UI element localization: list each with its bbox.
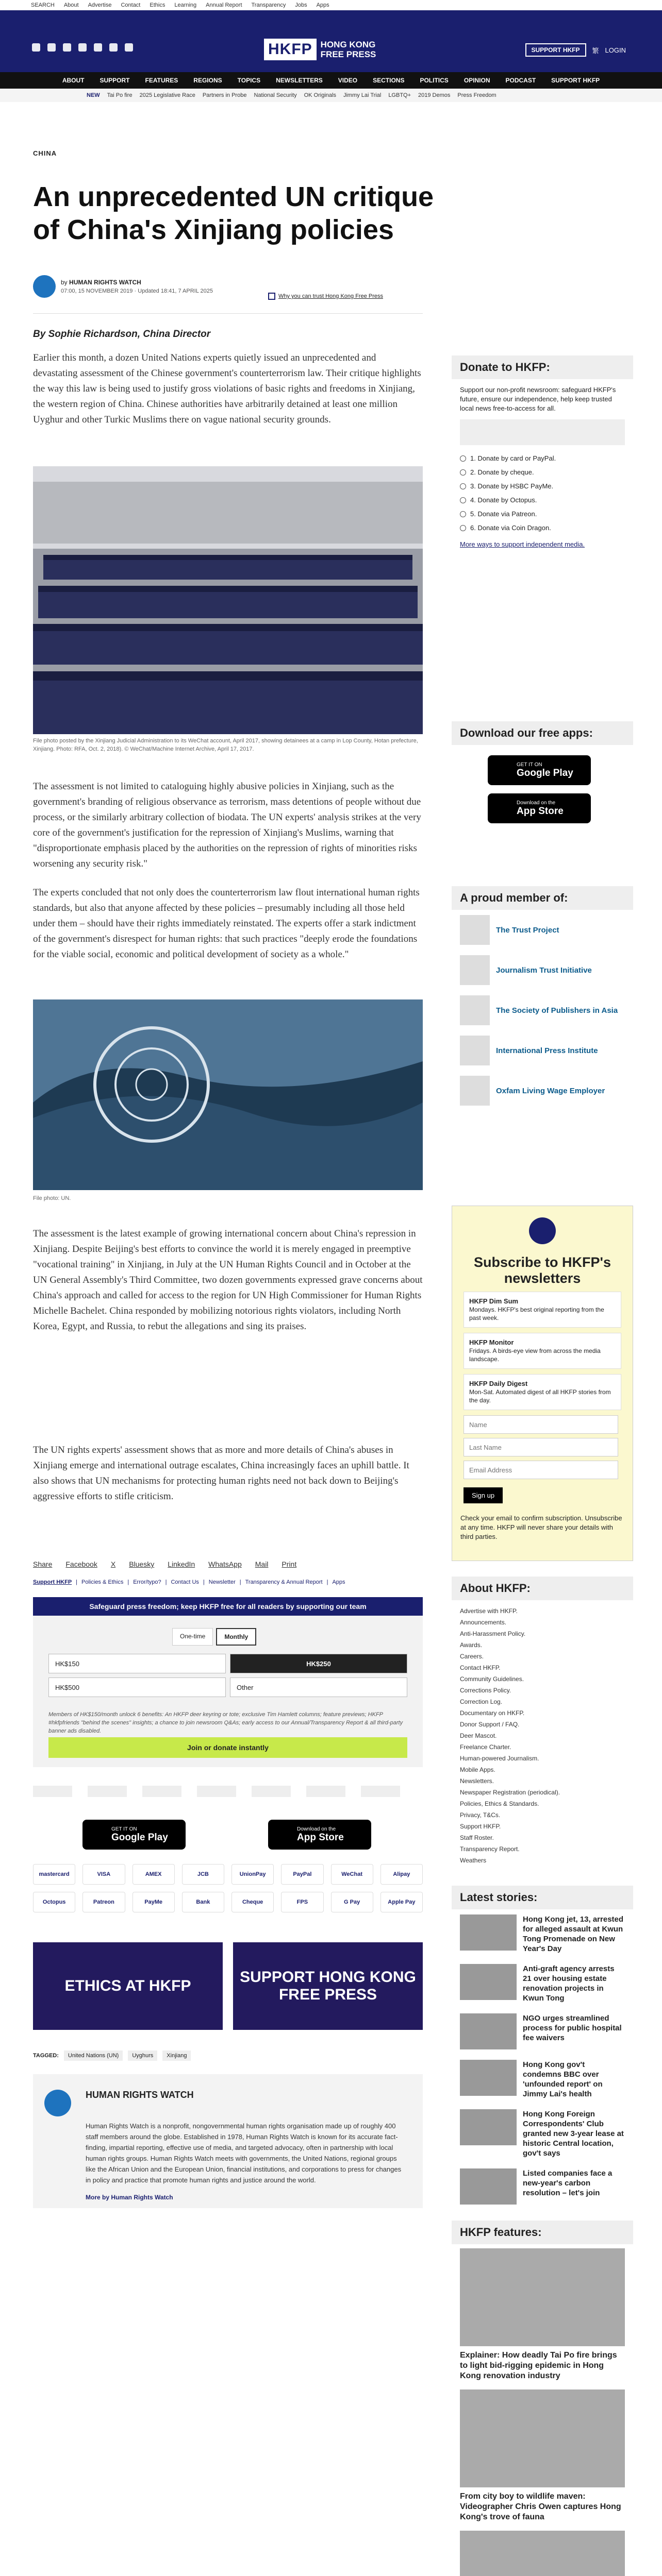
google-play-small: GET IT ON xyxy=(517,761,542,768)
latest-story[interactable]: Anti-graft agency arrests 21 over housing estate renovation projects in Kwun Tong xyxy=(452,1959,633,2008)
support-link[interactable]: Apps xyxy=(332,1579,345,1585)
linkedin-icon[interactable] xyxy=(109,43,118,52)
member-logos-row xyxy=(33,1786,423,1797)
newsletter-signup xyxy=(452,1206,633,1561)
payment-logo: Alipay xyxy=(380,1864,423,1885)
nav-item[interactable]: SUPPORT xyxy=(100,77,130,84)
support-banner[interactable]: SUPPORT HONG KONG FREE PRESS xyxy=(233,1942,423,2030)
donation-method[interactable]: 5. Donate via Patreon. xyxy=(460,510,625,518)
share-linkedin[interactable]: LinkedIn xyxy=(168,1560,195,1568)
payment-logo: Octopus xyxy=(33,1892,75,1912)
google-play-button[interactable] xyxy=(488,755,591,785)
topbar-link[interactable]: Annual Report xyxy=(206,2,242,8)
about-link[interactable]: Human-powered Journalism. xyxy=(460,1755,539,1762)
radio-icon xyxy=(460,511,466,517)
hkfp-logo[interactable] xyxy=(264,33,398,66)
story-thumbnail xyxy=(460,1914,517,1951)
sidebar-donate-text[interactable]: Support our non-profit newsroom: safeguard HKFP's future, ensure our independence, help keep trusted local news free-to-access for all. xyxy=(460,386,616,412)
trending-label: NEW xyxy=(87,92,100,98)
author-org-link[interactable]: HUMAN RIGHTS WATCH xyxy=(69,279,141,286)
about-link[interactable]: Careers. xyxy=(460,1653,484,1660)
trending-link[interactable]: National Security xyxy=(254,92,297,98)
article-photo-detainees xyxy=(33,466,423,734)
trust-text: Why you can trust Hong Kong Free Press xyxy=(278,293,383,299)
payment-logo: Bank xyxy=(182,1892,224,1912)
about-link[interactable]: Contact HKFP. xyxy=(460,1664,501,1671)
about-link[interactable]: Community Guidelines. xyxy=(460,1675,524,1683)
sidebar-heading: About HKFP: xyxy=(452,1577,633,1600)
frequency-toggle xyxy=(172,1628,256,1646)
nav-item[interactable]: SUPPORT HKFP xyxy=(551,77,600,84)
sidebar-heading: A proud member of: xyxy=(452,886,633,910)
photo-caption: File photo: UN. xyxy=(33,1195,71,1201)
signup-button[interactable]: Sign up xyxy=(464,1487,503,1503)
newsletter-option[interactable]: HKFP Daily Digest Mon-Sat. Automated digest of all HKFP stories from the day. xyxy=(464,1374,621,1410)
divider xyxy=(33,313,423,314)
topbar-link[interactable]: Advertise xyxy=(88,2,112,8)
nav-item[interactable]: NEWSLETTERS xyxy=(276,77,323,84)
donation-method[interactable]: 1. Donate by card or PayPal. xyxy=(460,454,625,462)
member-logo[interactable]: The Trust Project xyxy=(452,910,633,950)
site-header xyxy=(0,10,662,72)
trust-icon xyxy=(268,293,275,300)
promo-banners xyxy=(33,1942,423,2030)
support-link[interactable]: Policies & Ethics xyxy=(81,1579,124,1585)
app-buttons-row xyxy=(82,1820,371,1850)
support-link[interactable]: Contact Us xyxy=(171,1579,199,1585)
support-link[interactable]: Transparency & Annual Report xyxy=(245,1579,323,1585)
donation-method[interactable]: 6. Donate via Coin Dragon. xyxy=(460,524,625,532)
about-link[interactable]: Documentary on HKFP. xyxy=(460,1709,525,1717)
tag-link[interactable]: United Nations (UN) xyxy=(64,2050,123,2061)
about-link[interactable]: Freelance Charter. xyxy=(460,1743,511,1751)
x-icon[interactable] xyxy=(47,43,56,52)
payment-methods-grid xyxy=(33,1864,423,1912)
article-author: By Sophie Richardson, China Director xyxy=(33,329,211,340)
share-facebook[interactable]: Facebook xyxy=(65,1560,97,1568)
share-bar xyxy=(33,1560,296,1568)
about-link[interactable]: Privacy, T&Cs. xyxy=(460,1811,501,1819)
tag-link[interactable]: Xinjiang xyxy=(162,2050,191,2061)
member-logo[interactable]: Journalism Trust Initiative xyxy=(452,950,633,990)
instagram-icon[interactable] xyxy=(63,43,71,52)
payment-logo: PayPal xyxy=(281,1864,323,1885)
trending-link[interactable]: Partners in Probe xyxy=(202,92,247,98)
donation-method[interactable]: 2. Donate by cheque. xyxy=(460,468,625,476)
amount-option-other[interactable]: Other xyxy=(230,1677,407,1697)
sidebar-heading: Download our free apps: xyxy=(452,721,633,745)
search-link[interactable]: SEARCH xyxy=(31,2,55,8)
logo-text: HONG KONG FREE PRESS xyxy=(320,40,376,59)
google-play-label: Google Play xyxy=(111,1832,168,1843)
donation-method[interactable]: 4. Donate by Octopus. xyxy=(460,496,625,504)
app-store-label: App Store xyxy=(517,805,564,817)
donation-banner: Safeguard press freedom; keep HKFP free for all readers by supporting our team xyxy=(33,1597,423,1616)
more-ways-link[interactable]: More ways to support independent media. xyxy=(460,540,585,548)
about-link[interactable]: Support HKFP. xyxy=(460,1823,501,1830)
join-donate-button[interactable]: Join or donate instantly xyxy=(48,1737,407,1758)
photo-caption: File photo posted by the Xinjiang Judicial Administration to its WeChat account, April 2017, showing detainees at a camp in Lop County, Hotan prefecture, Xinjiang. Photo: RFA, Oct. 2, 2018). © WeChat/Machine Internet Archive, April 17, 2017. xyxy=(33,738,418,752)
about-links xyxy=(452,1600,633,1871)
google-play-small: GET IT ON xyxy=(111,1826,137,1832)
topbar-link[interactable]: Learning xyxy=(174,2,197,8)
feature-story[interactable]: From city boy to wildlife maven: Videographer Chris Owen captures Hong Kong's trove of fauna xyxy=(452,2385,633,2527)
radio-icon xyxy=(460,483,466,489)
member-logo[interactable]: The Society of Publishers in Asia xyxy=(452,990,633,1030)
support-link[interactable]: Newsletter xyxy=(208,1579,236,1585)
paragraph: The experts concluded that not only does the counterterrorism law flout international human rights standards, but also that anyone affected by these policies – presumably including all those held under them – should have their rights immediately reinstated. The experts offer a stark indictment of the government's disrespect for human rights: that such practices "deeply erode the foundations for the viable social, economic and political development of society as a whole." xyxy=(33,887,420,960)
donation-box xyxy=(33,1597,423,1767)
sidebar-heading: HKFP features: xyxy=(452,2221,633,2244)
about-link[interactable]: Announcements. xyxy=(460,1619,507,1626)
author-box-bio: Human Rights Watch is a nonprofit, nongovernmental human rights organisation made up of roughly 400 staff members around the globe. Established in 1978, Human Rights Watch is known for its accurate fact-finding, impartial reporting, effective use of media, and targeted advocacy, often in partnership with local human rights groups. Human Rights Watch meets with governments, the United Nations, regional groups like the African Union and the European Union, financial institutions, and corporations to press for changes in policy and practice that promote human rights and justice around the world. xyxy=(86,2122,402,2184)
nav-item[interactable]: OPINION xyxy=(464,77,490,84)
newsletter-option[interactable]: HKFP Dim Sum Mondays. HKFP's best original reporting from the past week. xyxy=(464,1292,621,1328)
about-link[interactable]: Correction Log. xyxy=(460,1698,503,1705)
share-label: Share xyxy=(33,1560,53,1568)
trending-link[interactable]: LGBTQ+ xyxy=(388,92,411,98)
feature-image xyxy=(460,2248,625,2346)
latest-story[interactable]: Hong Kong Foreign Correspondents' Club granted new 3-year lease at historic Central location, gov't says xyxy=(452,2104,633,2163)
support-link[interactable]: Support HKFP xyxy=(33,1579,72,1585)
share-whatsapp[interactable]: WhatsApp xyxy=(208,1560,242,1568)
name-input[interactable] xyxy=(464,1415,618,1434)
email-input[interactable] xyxy=(464,1461,618,1479)
sidebar-features xyxy=(452,2221,633,2576)
support-link[interactable]: Error/typo? xyxy=(133,1579,161,1585)
hkfp-badge-icon xyxy=(529,1217,556,1244)
nav-item[interactable]: ABOUT xyxy=(62,77,85,84)
ifj-logo[interactable] xyxy=(361,1786,400,1797)
hkja-logo[interactable] xyxy=(306,1786,345,1797)
sopa-logo[interactable] xyxy=(142,1786,181,1797)
sidebar-heading: Donate to HKFP: xyxy=(452,355,633,379)
payment-logo: JCB xyxy=(182,1864,224,1885)
radio-icon xyxy=(460,525,466,531)
payment-logo: AMEX xyxy=(133,1864,175,1885)
trust-project-logo[interactable] xyxy=(33,1786,72,1797)
about-link[interactable]: Donor Support / FAQ. xyxy=(460,1721,520,1728)
author-avatar[interactable] xyxy=(33,275,56,298)
feature-story[interactable] xyxy=(452,2527,633,2576)
about-link[interactable]: Policies, Ethics & Standards. xyxy=(460,1800,539,1807)
story-thumbnail xyxy=(460,2168,517,2205)
payment-logo: mastercard xyxy=(33,1864,75,1885)
nav-item[interactable]: FEATURES xyxy=(145,77,178,84)
oxfam-logo[interactable] xyxy=(252,1786,291,1797)
payment-logo: Apple Pay xyxy=(380,1892,423,1912)
radio-icon xyxy=(460,497,466,503)
trending-bar xyxy=(0,89,662,102)
share-bluesky[interactable]: Bluesky xyxy=(129,1560,155,1568)
monthly-tab[interactable]: Monthly xyxy=(216,1628,256,1646)
author-box xyxy=(33,2074,423,2208)
one-time-tab[interactable]: One-time xyxy=(172,1628,213,1646)
app-store-button[interactable] xyxy=(488,793,591,823)
author-box-name[interactable]: HUMAN RIGHTS WATCH xyxy=(86,2090,194,2100)
paragraph: Earlier this month, a dozen United Nations experts quietly issued an unprecedented and devastating assessment of the Chinese government's counterterrorism law. Their critique highlights the way this law is being used to justify gross violations of basic rights and freedoms in Xinjiang, the western region of China. Chinese authorities have arbitrarily detained at least one million Uyghur and other Turkic Muslims there on vague national security grounds. xyxy=(33,352,421,425)
tag-link[interactable]: Uyghurs xyxy=(128,2050,157,2061)
by-label: by xyxy=(61,279,68,286)
payment-logo: Patreon xyxy=(82,1892,125,1912)
share-mail[interactable]: Mail xyxy=(255,1560,269,1568)
topbar-link[interactable]: Transparency xyxy=(251,2,286,8)
about-link[interactable]: Newsletters. xyxy=(460,1777,494,1785)
app-store-small: Download on the xyxy=(297,1826,336,1832)
sidebar-latest xyxy=(452,1886,633,2210)
latest-story[interactable]: NGO urges streamlined process for public hospital fee waivers xyxy=(452,2008,633,2055)
google-play-button[interactable] xyxy=(82,1820,186,1850)
support-links: Support HKFP | Policies & Ethics | Error/typo? | Contact Us | Newsletter | Transparency & Annual Report | Apps xyxy=(33,1579,345,1585)
main-nav xyxy=(0,72,662,89)
support-hkfp-button[interactable]: SUPPORT HKFP xyxy=(525,43,586,57)
payment-logo: WeChat xyxy=(331,1864,373,1885)
threads-icon[interactable] xyxy=(78,43,87,52)
share-print[interactable]: Print xyxy=(282,1560,297,1568)
topbar-link[interactable]: Contact xyxy=(121,2,141,8)
app-store-label: App Store xyxy=(297,1832,344,1843)
trending-link[interactable]: Tai Po fire xyxy=(107,92,133,98)
sidebar-about xyxy=(452,1577,633,1871)
trending-link[interactable]: Press Freedom xyxy=(457,92,496,98)
ipi-logo[interactable] xyxy=(197,1786,236,1797)
language-toggle[interactable]: 繁 xyxy=(592,46,599,55)
payment-logo: Cheque xyxy=(231,1892,274,1912)
about-link[interactable]: Deer Mascot. xyxy=(460,1732,497,1739)
latest-story[interactable]: Hong Kong gov't condemns BBC over 'unfounded report' on Jimmy Lai's health xyxy=(452,2055,633,2104)
paragraph: The assessment is the latest example of growing international concern about China's repression in Xinjiang. Despite Beijing's best efforts to convince the world it is merely engaged in preemptive "vocational training" in Xinjiang, in July at the UN Human Rights Council and in October at the UN General Assembly's Third Committee, two dozen governments expressed grave concerns about China's approach and called for access to the region for UN High Commissioner for Human Rights Michelle Bachelet. China responded by mobilizing notorious rights violators, including North Korea, Egypt, and Russia, to rebut the allegations and sing its praises. xyxy=(33,1228,423,1332)
payment-logos-strip xyxy=(460,419,625,445)
story-thumbnail xyxy=(460,2109,517,2145)
youtube-icon[interactable] xyxy=(94,43,102,52)
about-link[interactable]: Weathers xyxy=(460,1857,487,1864)
sidebar-apps xyxy=(452,721,633,823)
publish-dates: 07:00, 15 NOVEMBER 2019 · Updated 18:41, 7 APRIL 2025 xyxy=(61,288,213,294)
nav-item[interactable]: VIDEO xyxy=(338,77,358,84)
topbar-link[interactable]: Jobs xyxy=(295,2,307,8)
payment-logo: PayMe xyxy=(133,1892,175,1912)
payment-logo: VISA xyxy=(82,1864,125,1885)
article-title: An unprecedented UN critique of China's Xinjiang policies xyxy=(33,181,434,245)
latest-story[interactable]: Listed companies face a new-year's carbon resolution – let's join xyxy=(452,2163,633,2210)
members-benefits: Members of HK$150/month unlock 6 benefits: An HKFP deer keyring or tote; exclusive Tim Hamlett columns; feature previews; HKFP #hkfpfriends "behind the scenes" insights; a chance to join newsroom Q&As; early access to our Annual/Transparency Report & all third-party banner ads disabled. xyxy=(48,1711,403,1734)
author-box-avatar[interactable] xyxy=(44,2090,71,2116)
topbar-link[interactable]: Apps xyxy=(316,2,329,8)
category-label[interactable]: CHINA xyxy=(33,149,57,157)
more-by-author-link[interactable]: More by Human Rights Watch xyxy=(86,2194,173,2201)
topbar-link[interactable]: About xyxy=(63,2,79,8)
paragraph: The UN rights experts' assessment shows that as more and more details of China's abuses in Xinjiang emerge and international outrage escalates, China increasingly faces an uphill battle. It also shows that UN mechanisms for protecting human rights need not back down to Beijing's aggressive efforts to stifle criticism. xyxy=(33,1445,409,1502)
sidebar-heading: Latest stories: xyxy=(452,1886,633,1909)
donation-method[interactable]: 3. Donate by HSBC PayMe. xyxy=(460,482,625,490)
latest-story[interactable]: Hong Kong jet, 13, arrested for alleged assault at Kwun Tong Promenade on New Year's Day xyxy=(452,1909,633,1959)
nav-item[interactable]: POLITICS xyxy=(420,77,449,84)
social-links xyxy=(32,43,133,52)
nav-item[interactable]: TOPICS xyxy=(237,77,261,84)
trending-link[interactable]: Jimmy Lai Trial xyxy=(343,92,382,98)
feature-image xyxy=(460,2531,625,2576)
about-link[interactable]: Awards. xyxy=(460,1641,483,1649)
trending-link[interactable]: OK Originals xyxy=(304,92,336,98)
about-link[interactable]: Transparency Report. xyxy=(460,1845,520,1853)
newsletter-option[interactable]: HKFP Monitor Fridays. A birds-eye view from across the media landscape. xyxy=(464,1333,621,1369)
about-link[interactable]: Newspaper Registration (periodical). xyxy=(460,1789,560,1796)
nav-item[interactable]: REGIONS xyxy=(193,77,222,84)
tags-label: TAGGED: xyxy=(33,2053,59,2059)
payment-logo: UnionPay xyxy=(231,1864,274,1885)
amount-options xyxy=(48,1654,407,1697)
ethics-banner[interactable]: ETHICS AT HKFP xyxy=(33,1942,223,2030)
feature-image xyxy=(460,2389,625,2487)
feature-story[interactable]: Explainer: How deadly Tai Po fire brings to light bid-rigging epidemic in Hong Kong renovation industry xyxy=(452,2244,633,2385)
donation-methods xyxy=(452,452,633,534)
byline xyxy=(33,275,213,298)
member-logo[interactable]: Oxfam Living Wage Employer xyxy=(452,1071,633,1111)
amount-option[interactable]: HK$500 xyxy=(48,1677,226,1697)
last-name-input[interactable] xyxy=(464,1438,618,1456)
logo-mark: HKFP xyxy=(264,39,317,60)
app-store-small: Download on the xyxy=(517,800,556,806)
trending-link[interactable]: 2019 Demos xyxy=(418,92,451,98)
newsletter-note: Check your email to confirm subscription. Unsubscribe at any time. HKFP will never share your details with third parties. xyxy=(460,1514,622,1540)
app-store-button[interactable] xyxy=(268,1820,371,1850)
trending-link[interactable]: 2025 Legislative Race xyxy=(139,92,195,98)
sidebar-donate xyxy=(452,355,633,555)
about-link[interactable]: Staff Roster. xyxy=(460,1834,494,1841)
member-logo[interactable]: International Press Institute xyxy=(452,1030,633,1071)
amount-option[interactable]: HK$150 xyxy=(48,1654,226,1673)
share-x[interactable]: X xyxy=(110,1560,116,1568)
story-thumbnail xyxy=(460,1964,517,2000)
article-photo-un-flag xyxy=(33,999,423,1190)
nav-item[interactable]: PODCAST xyxy=(505,77,536,84)
bluesky-icon[interactable] xyxy=(125,43,133,52)
tags-row xyxy=(33,2050,191,2061)
about-link[interactable]: Corrections Policy. xyxy=(460,1687,511,1694)
nav-item[interactable]: SECTIONS xyxy=(373,77,405,84)
facebook-icon[interactable] xyxy=(32,43,40,52)
radio-icon xyxy=(460,455,466,462)
payment-logo: G Pay xyxy=(331,1892,373,1912)
payment-logo: FPS xyxy=(281,1892,323,1912)
about-link[interactable]: Mobile Apps. xyxy=(460,1766,495,1773)
sidebar-members xyxy=(452,886,633,1111)
header-actions xyxy=(525,43,626,57)
about-link[interactable]: Advertise with HKFP. xyxy=(460,1607,518,1615)
trust-link[interactable] xyxy=(268,293,383,300)
top-utility-bar xyxy=(0,0,662,10)
login-link[interactable]: LOGIN xyxy=(605,46,626,54)
topbar-link[interactable]: Ethics xyxy=(150,2,166,8)
jti-logo[interactable] xyxy=(88,1786,127,1797)
amount-option-selected[interactable]: HK$250 xyxy=(230,1654,407,1673)
paragraph: The assessment is not limited to cataloguing highly abusive policies in Xinjiang, such as the government's branding of religious observance as terrorism, mass detentions of people without due process, or the similarly arbitrary collection of biodata. The UN experts' analysis strikes at the very core of the government's justification for the repression of Xinjiang's Muslims, warning that "disproportionate emphasis placed by the authorities on the repression of rights of minorities risks worsening any security risk." xyxy=(33,781,421,869)
google-play-label: Google Play xyxy=(517,767,573,778)
story-thumbnail xyxy=(460,2013,517,2049)
story-thumbnail xyxy=(460,2060,517,2096)
newsletter-heading: Subscribe to HKFP's newsletters xyxy=(474,1255,611,1286)
about-link[interactable]: Anti-Harassment Policy. xyxy=(460,1630,526,1637)
radio-icon xyxy=(460,469,466,476)
